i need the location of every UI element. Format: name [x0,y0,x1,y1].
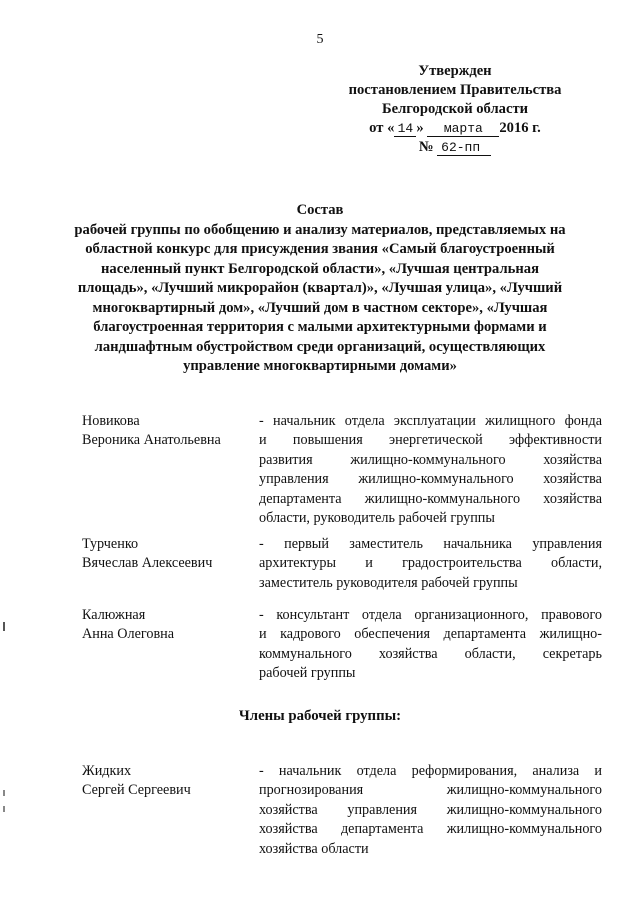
approval-line-resolution: постановлением Правительства [348,82,562,98]
role-line: архитектуры и градостроительства области, [259,555,602,572]
member-name [82,412,252,451]
member-given-name: Сергей Сергеевич [82,782,191,799]
approval-block [340,62,570,157]
member-surname: Новикова [82,413,140,429]
member-name [82,535,252,574]
role-line: хозяйства департамента жилищно-коммунального [259,821,602,838]
member-surname: Турченко [82,536,139,552]
date-month: марта [427,122,499,137]
members-heading: Члены рабочей группы: [238,708,402,724]
scan-margin-mark [3,806,5,812]
title-line: ландшафтным обустройством среди организаций, осуществляющих [94,338,546,355]
member-surname: Калюжная [82,607,146,623]
date-day: 14 [394,122,416,137]
role-line: рабочей группы [259,665,356,682]
approval-date-line [340,119,570,138]
member-name [82,762,252,801]
page-number: 5 [316,32,324,47]
title-line: площадь», «Лучший микрорайон (квартал)», «Лучшая улица», «Лучший [77,280,563,296]
role-line: хозяйства области [259,840,369,857]
title-heading: Состав [296,202,344,218]
member-given-name: Вячеслав Алексеевич [82,555,213,572]
role-line: и повышения энергетической эффективности [259,432,602,449]
role-line: - первый заместитель начальника управления [259,536,602,552]
date-mid: » [416,120,424,136]
member-role [259,762,602,859]
member-given-name: Вероника Анатольевна [82,432,221,449]
document-title [60,201,580,377]
date-year: 2016 г. [499,120,541,136]
role-line: управления жилищно-коммунального хозяйства [259,471,602,488]
role-line: хозяйства управления жилищно-коммунального [259,801,602,818]
member-surname: Жидких [82,763,132,779]
scan-margin-mark [3,790,5,796]
role-line: прогнозирования жилищно-коммунального [259,782,602,799]
date-prefix: от « [369,120,395,136]
scan-margin-mark [3,622,5,631]
role-line: и кадрового обеспечения департамента жилищно- [259,626,602,643]
role-line: департамента жилищно-коммунального хозяйства [259,490,602,507]
member-given-name: Анна Олеговна [82,626,175,643]
title-line: управление многоквартирными домами» [183,358,457,374]
approval-line-approved: Утвержден [418,63,492,79]
role-line: развития жилищно-коммунального хозяйства [259,451,602,468]
title-line: многоквартирный дом», «Лучший дом в частном секторе», «Лучшая [92,299,548,316]
role-line: коммунального хозяйства области, секретарь [259,645,602,662]
role-line: области, руководитель рабочей группы [259,510,495,527]
member-role [259,412,602,528]
number-prefix: № [418,139,434,155]
member-role [259,535,602,593]
document-number: 62-пп [437,141,491,156]
role-line: - консультант отдела организационного, правового [259,607,602,623]
title-line: населенный пункт Белгородской области», «Лучшая центральная [101,260,539,277]
title-line: рабочей группы по обобщению и анализу материалов, представляемых на [74,221,566,238]
title-line: областной конкурс для присуждения звания «Самый благоустроенный [85,241,555,257]
approval-line-region: Белгородской области [381,101,529,117]
role-line: заместитель руководителя рабочей группы [259,574,518,591]
approval-number-line [340,138,570,157]
member-role [259,606,602,684]
role-line: - начальник отдела эксплуатации жилищного фонда [259,413,602,429]
title-line: благоустроенная территория с малыми архитектурными формами и [93,319,547,335]
role-line: - начальник отдела реформирования, анализа и [259,763,602,779]
member-name [82,606,252,645]
